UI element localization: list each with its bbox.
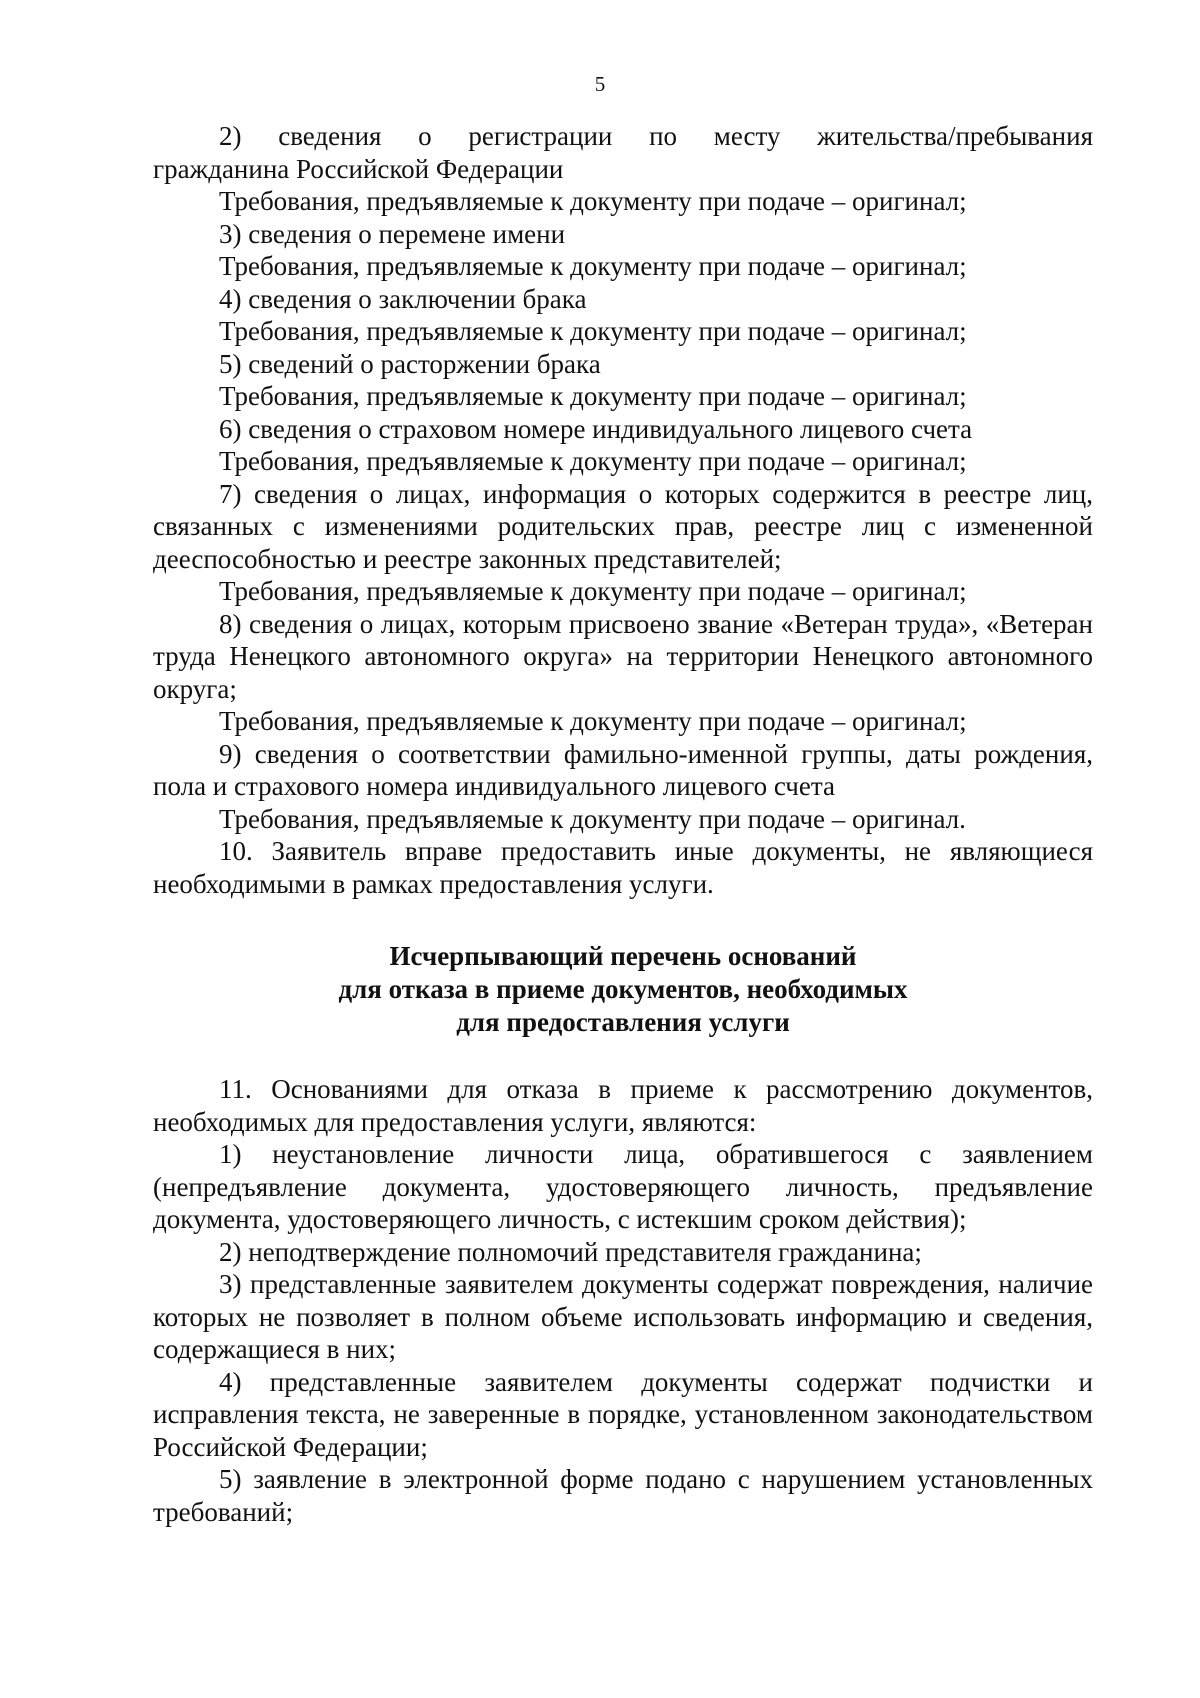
section-heading (153, 940, 1093, 1039)
paragraph-item-11: 11. Основаниями для отказа в приеме к рассмотрению документов, необходимых для предоставления услуги, являются: (153, 1074, 1093, 1137)
paragraph-item-2-line1: 2) сведения о регистрации по месту жительства/пребывания (219, 121, 1093, 151)
paragraph-requirement: Требования, предъявляемые к документу при подаче – оригинал; (219, 251, 967, 281)
document-body-top (153, 120, 1093, 900)
paragraph-item-10: 10. Заявитель вправе предоставить иные документы, не являющиеся необходимыми в рамках предоставления услуги. (153, 836, 1093, 899)
heading-line-2: для отказа в приеме документов, необходимых (338, 974, 908, 1004)
paragraph-requirement: Требования, предъявляемые к документу при подаче – оригинал; (219, 316, 967, 346)
paragraph-item-4: 4) сведения о заключении брака (219, 283, 587, 314)
paragraph-reason-4: 4) представленные заявителем документы содержат подчистки и исправления текста, не заверенные в порядке, установленном законодательством Российской Федерации; (153, 1366, 1093, 1462)
document-body-bottom (153, 1073, 1093, 1528)
paragraph-requirement: Требования, предъявляемые к документу при подаче – оригинал; (219, 576, 967, 606)
heading-line-1: Исчерпывающий перечень оснований (389, 941, 857, 971)
paragraph-reason-1: 1) неустановление личности лица, обратившегося с заявлением (непредъявление документа, удостоверяющего личность, предъявление документа, удостоверяющего личность, с истекшим сроком действия); (153, 1139, 1093, 1234)
paragraph-reason-2: 2) неподтверждение полномочий представителя гражданина; (219, 1236, 922, 1267)
paragraph-item-6: 6) сведения о страховом номере индивидуального лицевого счета (219, 413, 973, 444)
paragraph-reason-3: 3) представленные заявителем документы содержат повреждения, наличие которых не позволяет в полном объеме использовать информацию и сведения, содержащиеся в них; (153, 1269, 1093, 1364)
paragraph-item-2-line2: гражданина Российской Федерации (153, 153, 564, 184)
paragraph-item-9: 9) сведения о соответствии фамильно-именной группы, даты рождения, пола и страхового номера индивидуального лицевого счета (153, 738, 1093, 801)
paragraph-reason-5: 5) заявление в электронной форме подано с нарушением установленных требований; (153, 1464, 1093, 1527)
paragraph-requirement: Требования, предъявляемые к документу при подаче – оригинал; (219, 381, 967, 411)
paragraph-requirement: Требования, предъявляемые к документу при подаче – оригинал; (219, 186, 967, 216)
paragraph-requirement: Требования, предъявляемые к документу при подаче – оригинал. (219, 803, 966, 834)
heading-line-3: для предоставления услуги (456, 1007, 790, 1037)
paragraph-item-7: 7) сведения о лицах, информация о которых содержится в реестре лиц, связанных с изменениями родительских прав, реестре лиц с измененной дееспособностью и реестре законных представителей; (153, 478, 1093, 574)
page-number: 5 (594, 72, 606, 96)
paragraph-requirement: Требования, предъявляемые к документу при подаче – оригинал; (219, 706, 967, 736)
paragraph-item-3: 3) сведения о перемене имени (219, 218, 566, 249)
paragraph-item-8: 8) сведения о лицах, которым присвоено звание «Ветеран труда», «Ветеран труда Ненецкого автономного округа» на территории Ненецкого автономного округа; (153, 608, 1093, 704)
paragraph-requirement: Требования, предъявляемые к документу при подаче – оригинал; (219, 446, 967, 476)
paragraph-item-5: 5) сведений о расторжении брака (219, 348, 601, 379)
